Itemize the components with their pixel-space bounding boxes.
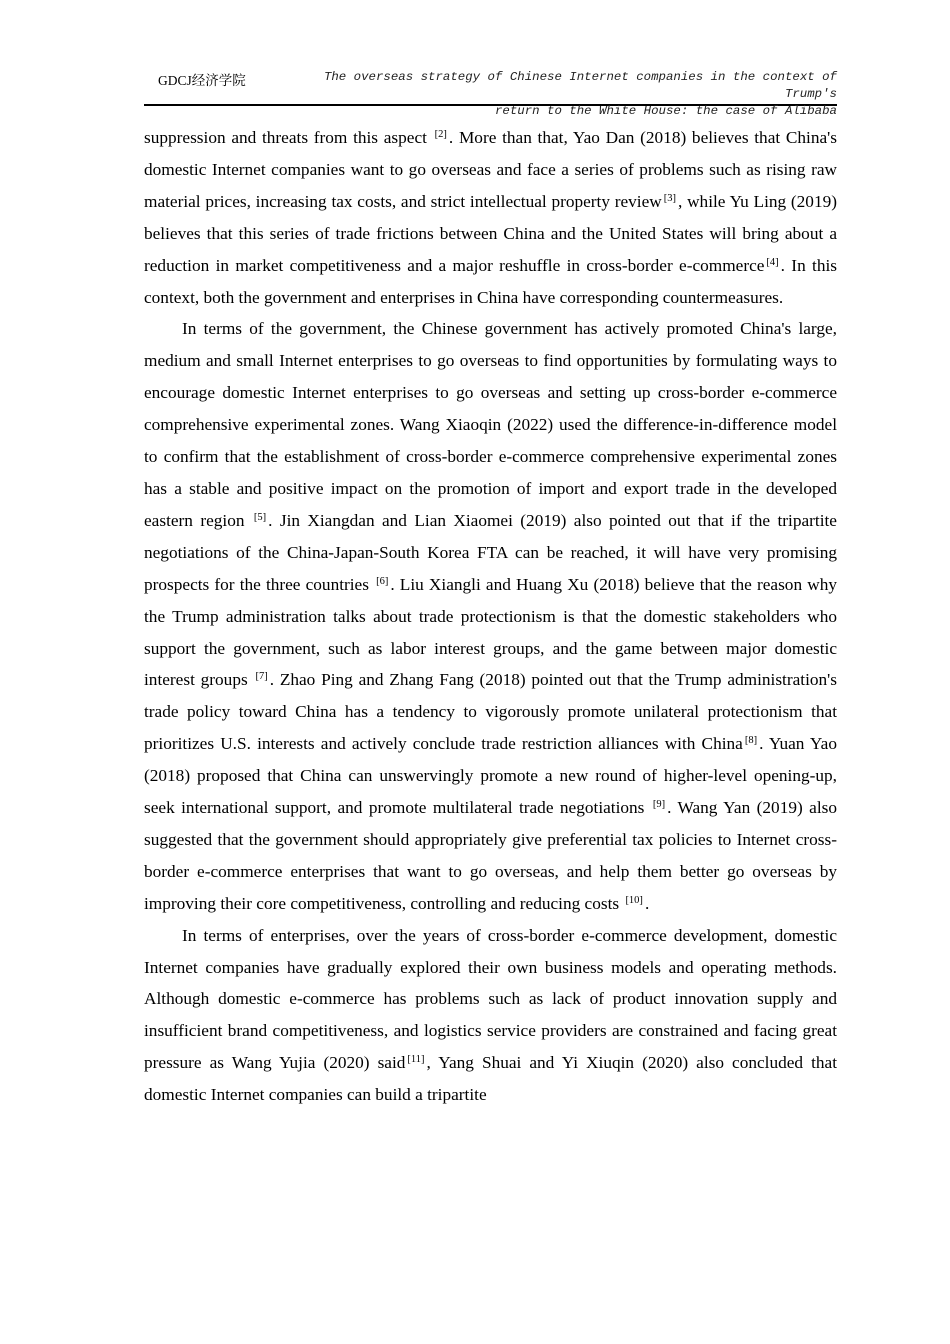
paragraph: [144, 920, 837, 1111]
paragraph-text: . Liu Xiangli and Huang Xu (2018) believe that the reason why the Trump administration talks about trade protectionism is that the domestic stakeholders who support the government, such as labor interest groups, and the game between major domestic interest groups: [144, 574, 837, 690]
paragraph-text: . Wang Yan (2019) also suggested that the government should appropriately give preferential tax policies to Internet cross-border e-commerce enterprises that want to go overseas, and help them better go overseas by improving their core competitiveness, controlling and reducing costs: [144, 798, 837, 913]
paragraph-text: , Yang Shuai and Yi Xiuqin (2020) also concluded that domestic Internet companies can build a tripartite: [144, 1053, 837, 1105]
citation-marker: [6]: [376, 575, 389, 587]
citation-marker: [3]: [663, 192, 677, 204]
paragraph-text: suppression and threats from this aspect: [144, 128, 433, 147]
paragraph-text: . Zhao Ping and Zhang Fang (2018) pointed out that the Trump administration's trade policy toward China has a tendency to vigorously promote unilateral protectionism that prioritizes U.S. interests and actively conclude trade restriction alliances with China: [144, 670, 837, 754]
citation-marker: [11]: [407, 1054, 425, 1066]
paragraph: [144, 313, 837, 919]
paragraph-text: . In this context, both the government and enterprises in China have corresponding countermeasures.: [144, 255, 837, 307]
header-title-line-1: The overseas strategy of Chinese Internet companies in the context of Trump's: [323, 70, 837, 101]
header-journal-name: GDCJ经济学院: [158, 73, 246, 88]
citation-marker: [8]: [744, 735, 758, 747]
paragraph: [144, 122, 837, 313]
citation-marker: [4]: [766, 256, 779, 268]
citation-marker: [5]: [253, 511, 267, 523]
citation-marker: [7]: [255, 671, 268, 683]
paragraph-text: In terms of the government, the Chinese government has actively promoted China's large, medium and small Internet enterprises to go overseas to find opportunities by formulating ways to encourage domestic Internet enterprises to go overseas and setting up cross-border e-commerce comprehensive experimental zones. Wang Xiaoqin (2022) used the difference-in-difference model to confirm that the establishment of cross-border e-commerce comprehensive experimental zones has a stable and positive impact on the promotion of import and export trade in the developed eastern region: [144, 319, 837, 530]
body-text: [144, 122, 837, 1111]
paragraph-text: , while Yu Ling (2019) believes that this series of trade frictions between China and the United States will bring about a reduction in market competitiveness and a major reshuffle in cross-border e-commerce: [144, 191, 837, 275]
paragraph-text: . More than that, Yao Dan (2018) believes that China's domestic Internet companies want to go overseas and face a series of problems such as rising raw material prices, increasing tax costs, and strict intellectual property review: [144, 128, 838, 211]
citation-marker: [2]: [434, 129, 447, 140]
citation-marker: [9]: [652, 799, 666, 811]
citation-marker: [10]: [625, 894, 643, 906]
paragraph-text: . Yuan Yao (2018) proposed that China can unswervingly promote a new round of higher-level opening-up, seek international support, and promote multilateral trade negotiations: [144, 734, 837, 818]
header-paper-title: [267, 69, 837, 120]
paragraph-text: . Jin Xiangdan and Lian Xiaomei (2019) also pointed out that if the tripartite negotiations of the China-Japan-South Korea FTA can be reached, it will have very promising prospects for the three countries: [144, 510, 837, 594]
header-title-line-2: return to the White House: the case of Alibaba: [494, 104, 837, 118]
running-header: [144, 66, 837, 118]
paragraph-text: .: [644, 893, 650, 913]
paragraph-text: In terms of enterprises, over the years of cross-border e-commerce development, domestic Internet companies have gradually explored their own business models and operating methods. Although domestic e-commerce has problems such as lack of product innovation supply and insufficient brand competitiveness, and logistics service providers are constrained and facing great pressure as Wang Yujia (2020) said: [144, 925, 837, 1073]
